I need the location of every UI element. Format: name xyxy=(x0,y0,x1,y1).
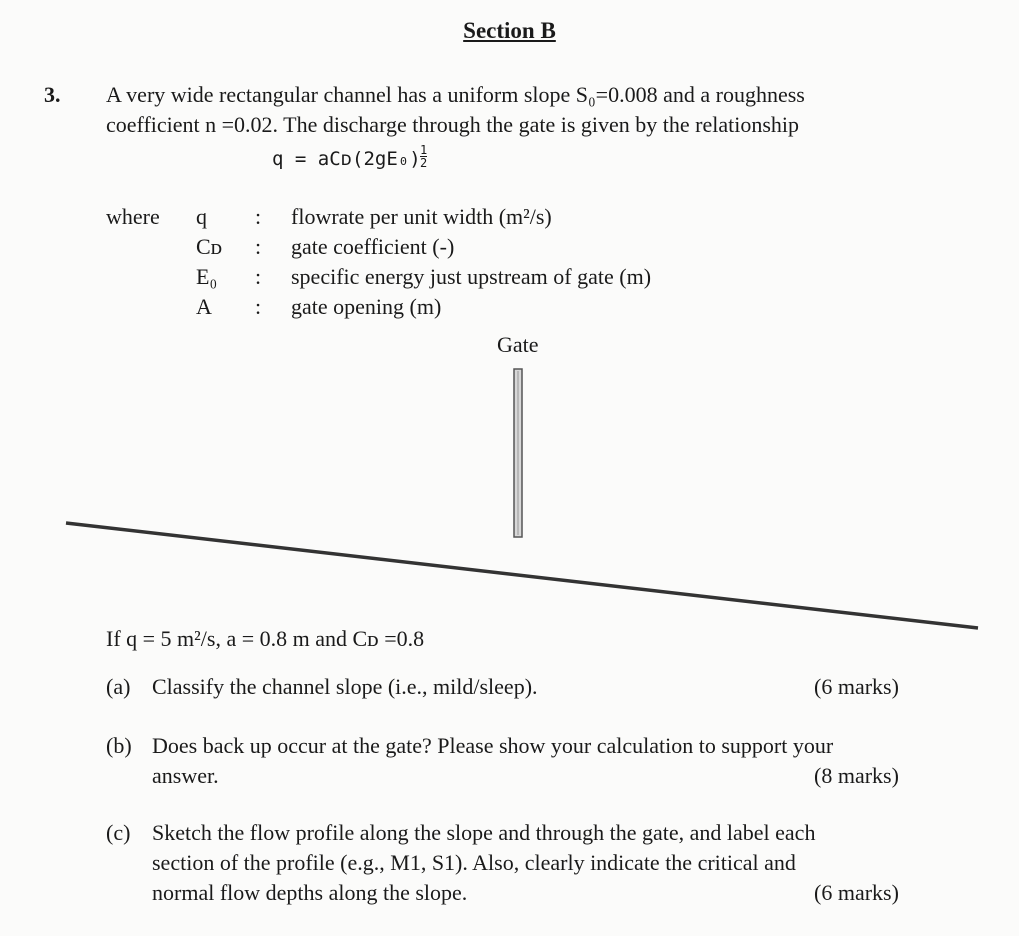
var-description: gate opening (m) xyxy=(291,294,442,319)
var-symbol: A xyxy=(196,294,212,319)
part-c-label: (c) xyxy=(106,820,131,845)
var-symbol: E₀ xyxy=(196,264,218,289)
part-b-label: (b) xyxy=(106,733,132,758)
question-number: 3. xyxy=(44,82,61,107)
var-colon: : xyxy=(255,204,262,229)
var-colon: : xyxy=(255,294,262,319)
var-description: flowrate per unit width (m²/s) xyxy=(291,204,552,229)
part-a-text: Classify the channel slope (i.e., mild/sleep). xyxy=(152,674,538,699)
part-b-marks: (8 marks) xyxy=(814,763,899,788)
var-description: specific energy just upstream of gate (m) xyxy=(291,264,652,289)
section-title: Section B xyxy=(463,18,556,43)
formula-exp-denominator: 2 xyxy=(420,156,428,170)
formula-exp-numerator: 1 xyxy=(420,143,428,157)
var-description: gate coefficient (-) xyxy=(291,234,455,259)
part-c-marks: (6 marks) xyxy=(814,880,899,905)
part-a-marks: (6 marks) xyxy=(814,674,899,699)
part-b-text: Does back up occur at the gate? Please show your calculation to support your answer. xyxy=(152,733,834,788)
given-values: If q = 5 m²/s, a = 0.8 m and Cᴅ =0.8 xyxy=(106,626,425,651)
formula-main: q = aCᴅ(2gE₀) xyxy=(272,148,421,170)
gate-label: Gate xyxy=(497,332,539,357)
var-colon: : xyxy=(255,264,262,289)
channel-bed-line xyxy=(66,523,978,628)
intro-line-1: A very wide rectangular channel has a uniform slope S₀=0.008 and a roughness xyxy=(106,82,805,107)
intro-line-2: coefficient n =0.02. The discharge through the gate is given by the relationship xyxy=(106,112,800,137)
var-colon: : xyxy=(255,234,262,259)
var-symbol: Cᴅ xyxy=(196,234,223,259)
part-c-text: Sketch the flow profile along the slope and through the gate, and label each section of the profile (e.g., M1, S1). Also, clearly indicate the critical and normal flow depths along the slope. xyxy=(152,820,816,905)
var-symbol: q xyxy=(196,204,207,229)
where-label: where xyxy=(106,204,160,229)
part-a-label: (a) xyxy=(106,674,131,699)
